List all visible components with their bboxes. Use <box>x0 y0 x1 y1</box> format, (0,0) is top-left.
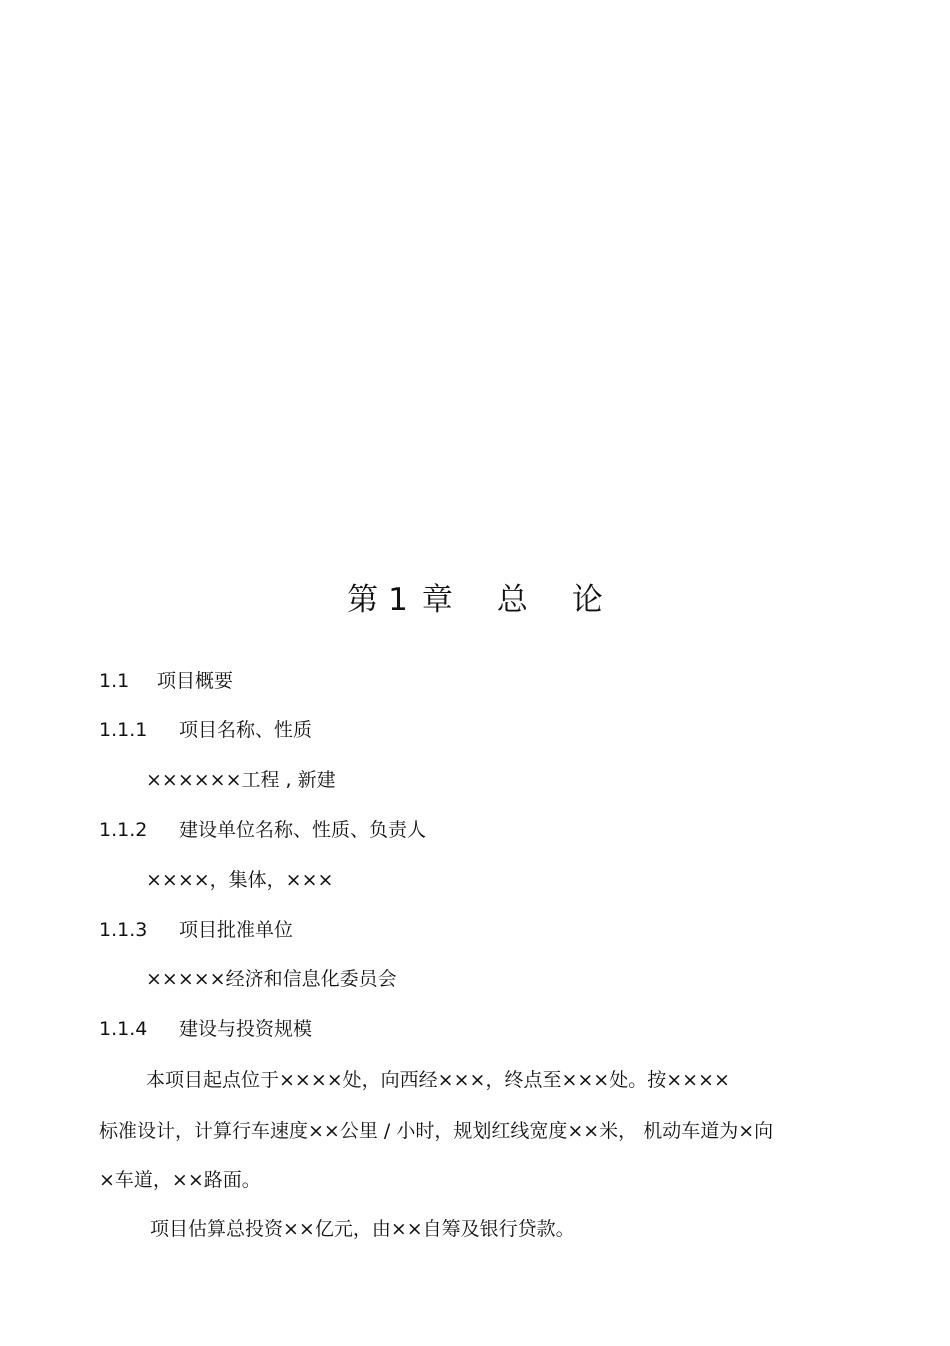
section-number: 1.1.1 <box>99 719 148 741</box>
section-title: 项目概要 <box>157 670 234 692</box>
chapter-title-part1: 总 <box>496 582 528 618</box>
section-heading-1-1-4 <box>99 1016 312 1042</box>
chapter-prefix: 第 <box>347 582 379 618</box>
section-heading-1-1-1 <box>99 717 312 743</box>
section-number: 1.1 <box>99 670 130 692</box>
section-content-1-1-1: ××××××工程 , 新建 <box>146 769 336 791</box>
chapter-number: 1 <box>388 582 408 618</box>
section-heading-1-1 <box>99 668 233 694</box>
section-title: 建设与投资规模 <box>179 1018 313 1040</box>
section-title: 项目批准单位 <box>179 919 294 941</box>
section-content-1-1-3: ×××××经济和信息化委员会 <box>146 968 397 990</box>
section-number: 1.1.3 <box>99 919 148 941</box>
chapter-title <box>0 578 950 622</box>
paragraph-line-1: 本项目起点位于××××处，向西经×××，终点至×××处。按×××× <box>146 1069 730 1091</box>
section-number: 1.1.4 <box>99 1018 148 1040</box>
chapter-unit: 章 <box>421 582 453 618</box>
section-title: 建设单位名称、性质、负责人 <box>179 819 427 841</box>
paragraph-line-3: ×车道，××路面。 <box>99 1169 261 1191</box>
chapter-title-part2: 论 <box>571 582 603 618</box>
section-number: 1.1.2 <box>99 819 148 841</box>
paragraph-line-2: 标准设计，计算行车速度××公里 / 小时，规划红线宽度××米， 机动车道为×向 <box>99 1120 774 1142</box>
section-heading-1-1-2 <box>99 817 426 843</box>
paragraph-line-4: 项目估算总投资××亿元，由××自筹及银行贷款。 <box>150 1218 575 1240</box>
section-heading-1-1-3 <box>99 917 293 943</box>
section-content-1-1-2: ××××，集体，××× <box>146 869 334 891</box>
section-title: 项目名称、性质 <box>179 719 313 741</box>
